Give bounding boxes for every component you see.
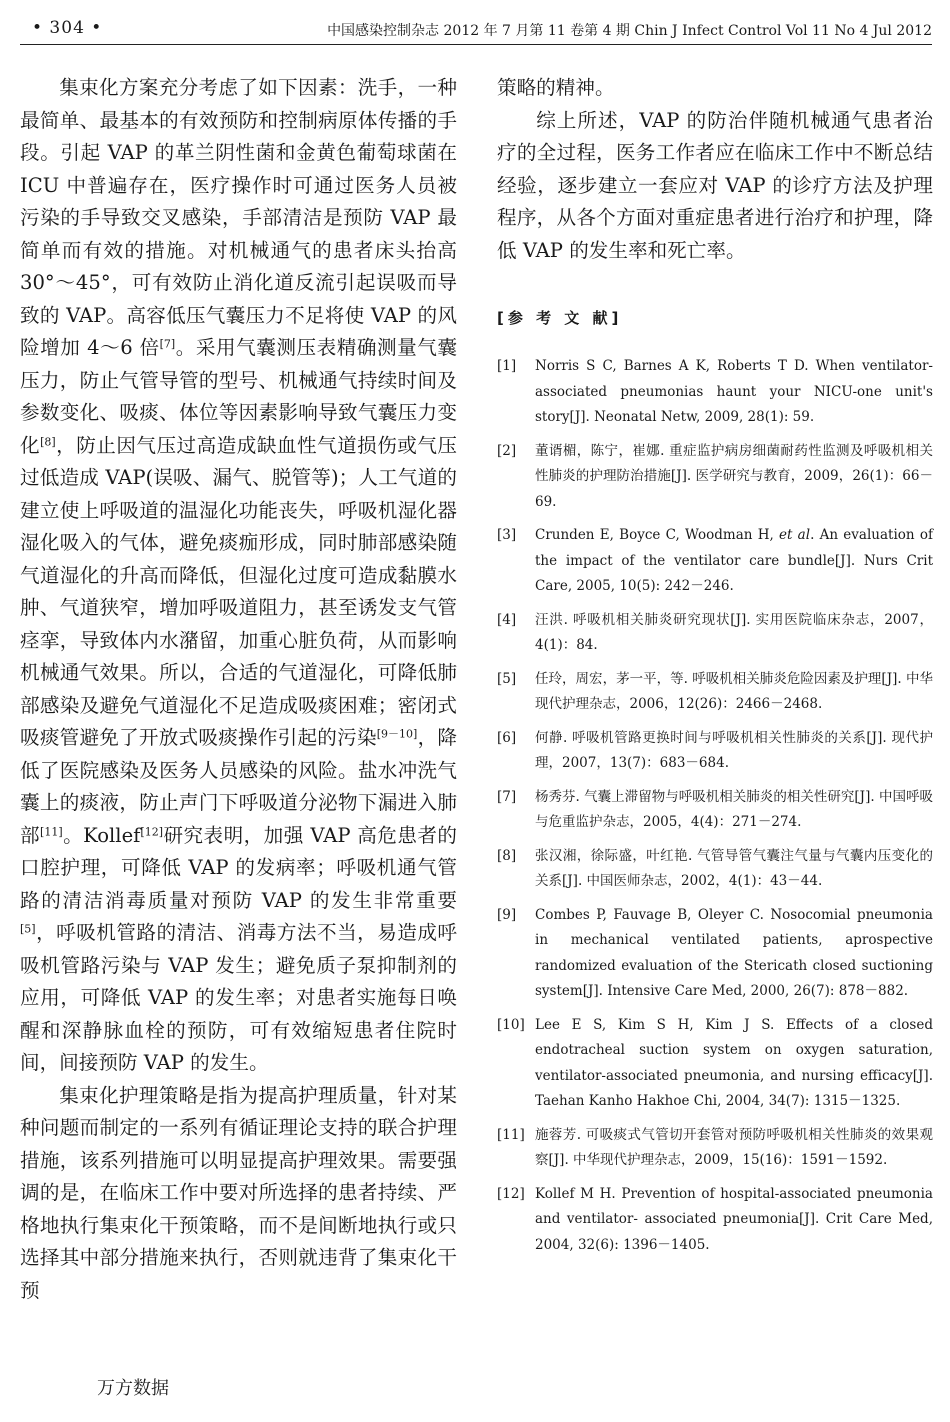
left-column (20, 72, 457, 1307)
citation: [8] (40, 434, 56, 448)
reference-item (497, 844, 933, 895)
text-run: 。采用气囊测压表精确测量气囊压力，防止气管导管的型号、机械通气持续时间及参数变化、吸痰、体位等因素影响导致气囊压力变化 (20, 336, 457, 457)
paragraph-continuation: 策略的精神。 (497, 76, 615, 99)
reference-number: [2] (497, 442, 517, 459)
text-run: 研究表明，加强 VAP 高危患者的口腔护理，可降低 VAP 的发病率；呼吸机通气管路的清洁消毒质量对预防 VAP 的发生非常重要 (20, 823, 457, 912)
reference-text: 杨秀芬. 气囊上滞留物与呼吸机相关肺炎的相关性研究[J]. 中国呼吸与危重监护杂志，2005，4(4)：271－274. (535, 788, 933, 830)
right-column (497, 72, 933, 1266)
reference-item (497, 354, 933, 431)
text-run: 。Kollef (62, 823, 141, 847)
reference-list (497, 354, 933, 1258)
reference-item (497, 439, 933, 516)
journal-citation-line: 中国感染控制杂志 2012 年 7 月第 11 卷第 4 期 Chin J Infect Control Vol 11 No 4 Jul 2012 (327, 23, 932, 39)
reference-text: 汪洪. 呼吸机相关肺炎研究现状[J]. 实用医院临床杂志，2007，4(1)：84. (535, 611, 933, 653)
header-rule (20, 44, 932, 45)
reference-number: [7] (497, 788, 517, 805)
reference-number: [9] (497, 906, 517, 923)
reference-number: [10] (497, 1016, 525, 1033)
reference-number: [5] (497, 670, 517, 687)
reference-et-al: et al (779, 527, 811, 543)
reference-item (497, 1123, 933, 1174)
reference-item (497, 523, 933, 600)
wanfang-watermark: 万方数据 (97, 1378, 169, 1399)
reference-number: [12] (497, 1185, 525, 1202)
citation: [11] (40, 824, 63, 838)
text-run: ，降低了医院感染及医务人员感染的风险。盐水冲洗气囊上的痰液，防止声门下呼吸道分泌物下漏进入肺部 (20, 726, 457, 847)
paragraph-summary: 综上所述，VAP 的防治伴随机械通气患者治疗的全过程，医务工作者应在临床工作中不断总结经验，逐步建立一套应对 VAP 的诊疗方法及护理程序，从各个方面对重症患者进行治疗和护理，降低 VAP 的发生率和死亡率。 (497, 108, 933, 262)
text-run: ，防止因气压过高造成缺血性气道损伤或气压过低造成 VAP(误吸、漏气、脱管等)；人工气道的建立使上呼吸道的温湿化功能丧失，呼吸机湿化器湿化吸入的气体，避免痰痂形成，同时肺部感染随气道湿化的升高而降低，但湿化过度可造成黏膜水肿、气道狭窄，增加呼吸道阻力，甚至诱发支气管痉挛，导致体内水潴留，加重心脏负荷，从而影响机械通气效果。所以，合适的气道湿化，可降低肺部感染及避免气道湿化不足造成吸痰困难；密闭式吸痰管避免了开放式吸痰操作引起的污染 (20, 433, 458, 749)
reference-text: Norris S C, Barnes A K, Roberts T D. When ventilator-associated pneumonias haunt your NICU-one unit's story[J]. Neonatal Netw, 2009, 28(1): 59. (535, 358, 933, 425)
paragraph-bundle-strategy: 集束化护理策略是指为提高护理质量，针对某种问题而制定的一系列有循证理论支持的联合护理措施，该系列措施可以明显提高护理效果。需要强调的是，在临床工作中要对所选择的患者持续、严格地执行集束化干预策略，而不是间断地执行或只选择其中部分措施来执行，否则就违背了集束化干预 (20, 1083, 457, 1302)
text-run: ，呼吸机管路的清洁、消毒方法不当，易造成呼吸机管路污染与 VAP 发生；避免质子泵抑制剂的应用，可降低 VAP 的发生率；对患者实施每日唤醒和深静脉血栓的预防，可有效缩短患者住院时间，间接预防 VAP 的发生。 (20, 921, 457, 1074)
reference-authors: Crunden E, Boyce C, Woodman H, (535, 527, 780, 543)
citation: [9－10] (376, 727, 418, 741)
text-run: 集束化方案充分考虑了如下因素：洗手，一种最简单、最基本的有效预防和控制病原体传播的手段。引起 VAP 的革兰阴性菌和金黄色葡萄球菌在 ICU 中普遍存在，医疗操作时可通过医务人员被污染的手导致交叉感染，手部清洁是预防 VAP 最简单而有效的措施。对机械通气的患者床头抬高 30°～45°，可有效防止消化道反流引起误吸而导致的 VAP。高容低压气囊压力不足将使 VAP 的风险增加 4～6 倍 (20, 76, 457, 359)
reference-item (497, 608, 933, 659)
running-header (20, 16, 932, 44)
reference-item (497, 1182, 933, 1259)
reference-number: [4] (497, 611, 517, 628)
reference-item (497, 903, 933, 1005)
page-number: • 304 • (32, 18, 103, 38)
reference-text: 董谞楣，陈宁，崔娜. 重症监护病房细菌耐药性监测及呼吸机相关性肺炎的护理防治措施[J]. 医学研究与教育，2009，26(1)：66－69. (535, 442, 933, 510)
reference-text: 何静. 呼吸机管路更换时间与呼吸机相关性肺炎的关系[J]. 现代护理，2007，13(7)：683－684. (535, 729, 933, 771)
reference-text: 施蓉芳. 可吸痰式气管切开套管对预防呼吸机相关性肺炎的效果观察[J]. 中华现代护理杂志，2009，15(16)：1591－1592. (535, 1126, 933, 1168)
references-heading: [参 考 文 献] (497, 309, 623, 327)
reference-number: [8] (497, 847, 517, 864)
reference-number: [11] (497, 1126, 525, 1143)
reference-number: [1] (497, 358, 517, 374)
reference-item (497, 667, 933, 718)
citation: [12] (140, 824, 164, 838)
reference-text: 任玲，周宏，茅一平，等. 呼吸机相关肺炎危险因素及护理[J]. 中华现代护理杂志，2006，12(26)：2466－2468. (535, 670, 933, 712)
reference-details: . An evaluation of the impact of the ventilator care bundle[J]. Nurs Crit Care, 2005, 10(5): 242－246. (535, 527, 933, 594)
reference-number: [6] (497, 729, 517, 746)
reference-item (497, 1013, 933, 1115)
reference-text: Combes P, Fauvage B, Oleyer C. Nosocomial pneumonia in mechanical ventilated patients, aprospective randomized evaluation of the Stericath closed suctioning system[J]. Intensive Care Med, 2000, 26(7): 878－882. (535, 906, 933, 999)
reference-text: Lee E S, Kim S H, Kim J S. Effects of a closed endotracheal suction system on oxygen saturation, ventilator-associated pneumonia, and nursing efficacy[J]. Taehan Kanho Hakhoe Chi, 2004, 34(7): 1315－1325. (535, 1016, 933, 1109)
reference-text: 张汉湘，徐际盛，叶红艳. 气管导管气囊注气量与气囊内压变化的关系[J]. 中国医师杂志，2002，4(1)：43－44. (535, 847, 933, 889)
citation: [5] (20, 922, 36, 936)
citation: [7] (159, 337, 176, 351)
reference-item (497, 785, 933, 836)
paragraph-bundle-factors (20, 72, 457, 1080)
reference-text (535, 523, 933, 600)
reference-item (497, 726, 933, 777)
reference-number: [3] (497, 527, 517, 543)
reference-text: Kollef M H. Prevention of hospital-associated pneumonia and ventilator- associated pneumonia[J]. Crit Care Med, 2004, 32(6): 1396－1405. (535, 1185, 933, 1253)
